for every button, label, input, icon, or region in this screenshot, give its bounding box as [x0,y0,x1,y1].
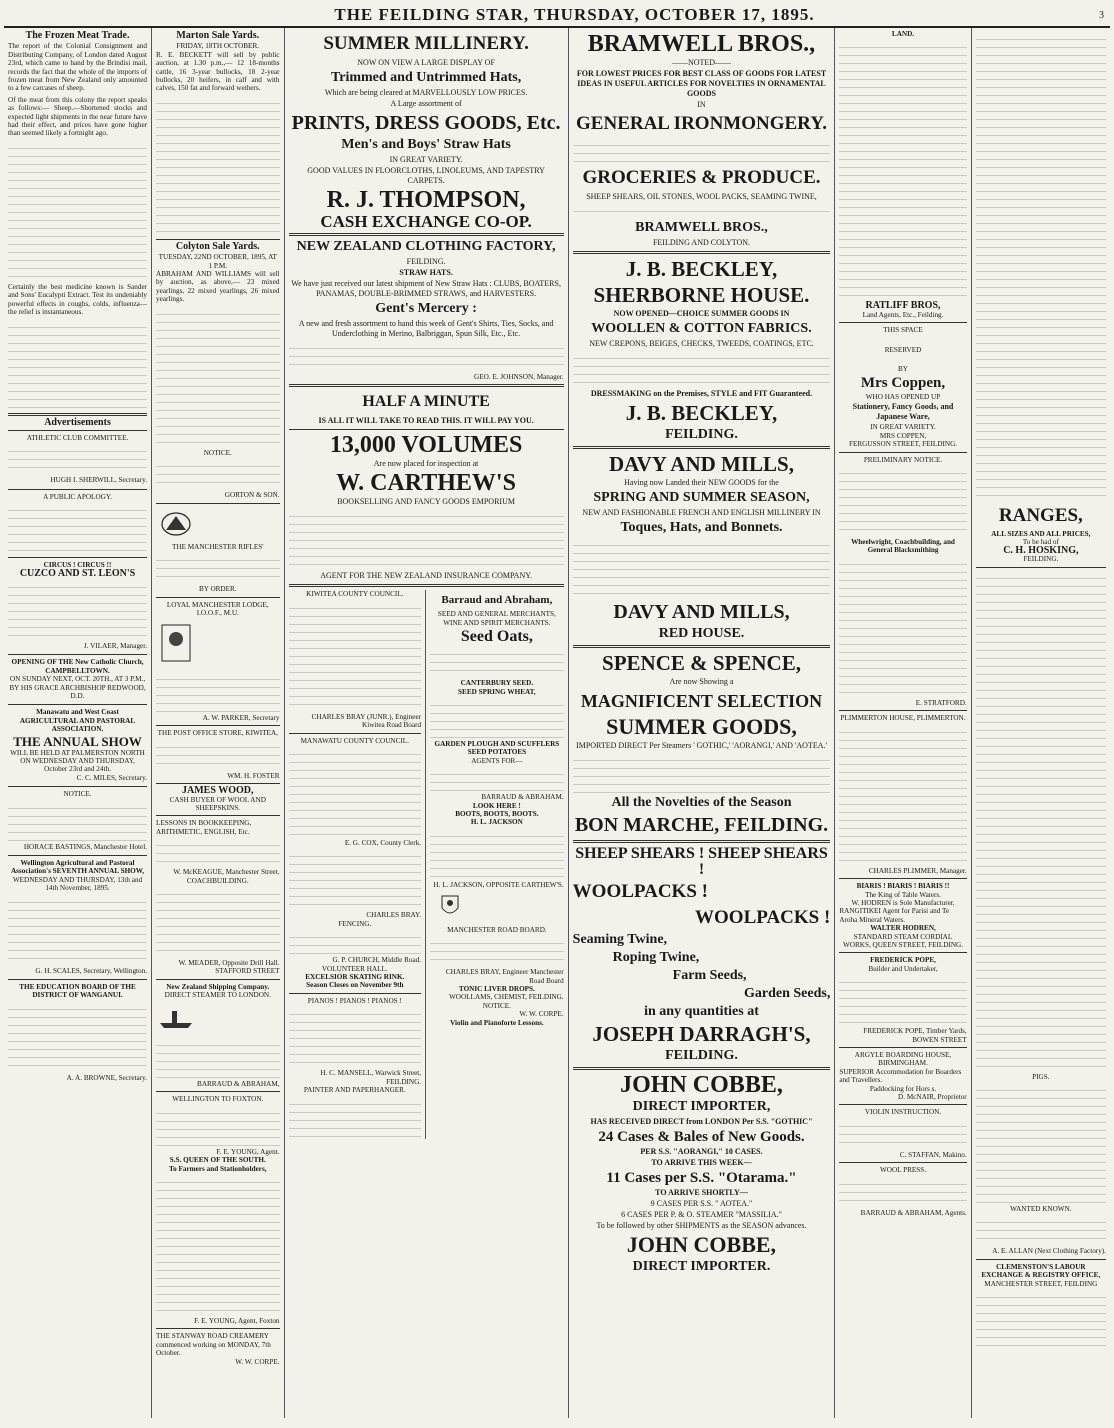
masthead [4,4,1110,28]
circus-ad: CIRCUS ! CIRCUS !! CUZCO AND ST. LEON'S J. VILAER, Manager. [8,561,147,650]
coat-of-arms-icon [430,892,470,920]
wanted-ads [976,32,1106,502]
steamship-icon [156,1003,196,1031]
column-4: BRAMWELL BROS., ——NOTED—— FOR LOWEST PRICES FOR BEST CLASS OF GOODS FOR LATEST IDEAS IN USEFUL ARTICLES FOR NOVELTIES IN ORNAMENTAL GOODS IN GENERAL IRONMONGERY. GROCERIES & PRODUCE. SHEEP SHEARS, OIL STONES, WOOL PACKS, SEAMING TWINE, BRAMWELL BROS., FEILDING AND COLYTON. J. B. BECKLEY, SHERBORNE HOUSE. NOW OPENED—CHOICE SUMMER GOODS IN WOOLLEN & COTTON FABRICS. NEW CREPONS, BEIGES, CHECKS, TWEEDS, COATINGS, ETC. DRESSMAKING on the Premises, STYLE and FIT Guaranteed. J. B. BECKLEY, FEILDING. DAVY AND MILLS, Having now Landed their NEW GOODS for the SPRING AND SUMMER SEASON, NEW AND FASHIONABLE FRENCH AND ENGLISH MILLINERY IN Toques, Hats, and Bonnets. DAVY AND MILLS, RED HOUSE. SPENCE & SPENCE, Are now Showing a MAGNIFICENT SELECTION SUMMER GOODS, IMPORTED DIRECT Per Steamers ' GOTHIC,' 'AORANGI,' AND 'AOTEA.' All the Novelties of the Season BON MARCHE, FEILDING. SHEEP SHEARS ! SHEEP SHEARS ! WOOLPACKS ! WOOLPACKS ! Seaming Twine, Roping Twine, Farm Seeds, Garden Seeds, in any quantities at JOSEPH DARRAGH'S, FEILDING. JOHN COBBE, DIRECT IMPORTER, HAS RECEIVED DIRECT from LONDON Per S.S. "GOTHIC" 24 Cases & Bales of New Goods. PER S.S. "AORANGI," 10 CASES. TO ARRIVE THIS WEEK— 11 Cases per S.S. "Otarama." TO ARRIVE SHORTLY— 9 CASES PER S.S. " AOTEA." 6 CASES PER P. & O. STEAMER "MASSILIA." To be followed by other SHIPMENTS as the SEASON advances. JOHN COBBE, DIRECT IMPORTER. [569,28,836,1418]
summer-millinery-heading: SUMMER MILLINERY. [323,33,529,54]
text-block [8,320,147,410]
notice-ad: NOTICE. HORACE BASTINGS, Manchester Hotel. [8,790,147,851]
column-3: SUMMER MILLINERY. NOW ON VIEW A LARGE DISPLAY OF Trimmed and Untrimmed Hats, Which are being cleared at MARVELLOUSLY LOW PRICES. A Large assortment of PRINTS, DRESS GOODS, Etc. Men's and Boys' Straw Hats IN GREAT VARIETY. GOOD VALUES IN FLOORCLOTHS, LINOLEUMS, AND TAPESTRY CARPETS. R. J. THOMPSON, CASH EXCHANGE CO-OP. NEW ZEALAND CLOTHING FACTORY, FEILDING. STRAW HATS. We have just received our latest shipment of New Straw Hats : CLUBS, BOATERS, PANAMAS, DOUBLE-BRIMMED STRAWS, and HARVESTERS. Gent's Mercery : A new and fresh assortment to hand this week of Gent's Shirts, Ties, Socks, and Underclothing in Merino, Balbriggan, Spun Silk, Etc., Etc. GEO. E. JOHNSON, Manager. HALF A MINUTE IS ALL IT WILL TAKE TO READ THIS. IT WILL PAY YOU. 13,000 VOLUMES Are now placed for inspection at W. CARTHEW'S BOOKSELLING AND FANCY GOODS EMPORIUM AGENT FOR THE NEW ZEALAND INSURANCE COMPANY. KIWITEA COUNTY COUNCIL. CHARLES BRAY (JUNR.), Engineer Kiwitea Road Board MANAWATU COUNTY COUNCIL. E. G. COX, County Clerk. CHARLES BRAY. FENCING. G. P. CHURCH, Middle Road. VOLUNTEER HALL. EXCELSIOR SKATING RINK. Season Closes on November 9th PIANOS ! PIANOS ! PIANOS ! H. C. MANSELL, Warwick Street, FEILDING. PAINTER AND PAPERHANGER. Barraud and Abraham, SEED AND GENERAL MERCHANTS, WINE AND SPIRIT MERCHANTS. Seed Oats, CANTERBURY SEED. SEED SPRING WHEAT, GARDEN PLOUGH AND SCUFFLERS SEED POTATOES AGENTS FOR— BARRAUD & ABRAHAM. LOOK HERE ! BOOTS, BOOTS, BOOTS. H. L. JACKSON H. L. JACKSON, OPPOSITE CARTHEW'S. MANCHESTER ROAD BOARD. CHARLES BRAY, Engineer Manchester Road Board TONIC LIVER DROPS. WOOLLAMS, CHEMIST, FEILDING. NOTICE. W. W. CORPE. Violin and Pianoforte Lessons. [285,28,569,1418]
columns [4,28,1110,1418]
wellington-show-ad: Wellington Agricultural and Pastoral Association's SEVENTH ANNUAL SHOW, WEDNESDAY AND THURSDAY, 13th and 14th November, 1895. G. H. SCALES, Secretary, Wellington. [8,859,147,975]
crest-icon [156,510,196,538]
frozen-meat-body: Of the meat from this colony the report speaks as follows:— Sheep.—Shortened stocks and expected light shipments in the near future have had their effect, and prices have gone higher than seemed likely a fortnight ago. [8,95,148,138]
column-7: RANGES, ALL SIZES AND ALL PRICES, To be had of C. H. HOSKING, FEILDING. PIGS. WANTED KNOWN. A. E. ALLAN (Next Clothing Factory). CLEMENSTON'S LABOUR EXCHANGE & REGISTRY OFFICE, MANCHESTER STREET, FEILDING [972,28,1110,1418]
advertisements-heading: Advertisements [44,416,111,428]
eucalypti-paragraph: Certainly the best medicine known is Sander and Sons' Eucalypti Extract. Test its undeniably powerful effects in coughs, colds, influenza—the relief is instantaneous. [8,282,148,317]
lodge-emblem-icon [156,621,196,665]
education-board-ad: THE EDUCATION BOARD OF THE DISTRICT OF WANGANUI. A. A. BROWNE, Secretary. [8,983,147,1082]
column-6: LAND. RATLIFF BROS, Land Agents, Etc., Feilding. THIS SPACE RESERVED BY Mrs Coppen, WHO HAS OPENED UP Stationery, Fancy Goods, and Japanese Ware, IN GREAT VARIETY. MRS COPPEN, FERGUSSON STREET, FEILDING. PRELIMINARY NOTICE. Wheelwright, Coachbuilding, and General Blacksmithing E. STRATFORD. PLIMMERTON HOUSE, PLIMMERTON. CHARLES PLIMMER, Manager. BIARIS ! BIARIS ! BIARIS !! The King of Table Waters. W. HODREN is Sole Manufacturer. RANGITIKEI Agent for Parisi and Te Aroha Mineral Waters. WALTER HODREN, STANDARD STEAM CORDIAL WORKS, QUEEN STREET, FEILDING. FREDERICK POPE, Builder and Undertaker, FREDERICK POPE, Timber Yards, BOWEN STREET ARGYLE BOARDING HOUSE, BIRMINGHAM. SUPERIOR Accommodation for Boarders and Travellers. Paddocking for Hors s. D. McNAIR, Proprietor VIOLIN INSTRUCTION. C. STAFFAN, Makino. WOOL PRESS. BARRAUD & ABRAHAM, Agents. [835,28,971,1418]
column-1 [4,28,152,1418]
newspaper-page [4,4,1110,1420]
annual-show-ad: Manawatu and West Coast AGRICULTURAL AND PASTORAL ASSOCIATION. THE ANNUAL SHOW WILL BE HELD AT PALMERSTON NORTH ON WEDNESDAY AND THURSDAY, October 23rd and 24th. C. C. MILES, Secretary. [10,708,148,782]
column-3-split: KIWITEA COUNTY COUNCIL. CHARLES BRAY (JUNR.), Engineer Kiwitea Road Board MANAWATU COUNTY COUNCIL. E. G. COX, County Clerk. CHARLES BRAY. FENCING. G. P. CHURCH, Middle Road. VOLUNTEER HALL. EXCELSIOR SKATING RINK. Season Closes on November 9th PIANOS ! PIANOS ! PIANOS ! H. C. MANSELL, Warwick Street, FEILDING. PAINTER AND PAPERHANGER. Barraud and Abraham, SEED AND GENERAL MERCHANTS, WINE AND SPIRIT MERCHANTS. Seed Oats, CANTERBURY SEED. SEED SPRING WHEAT, GARDEN PLOUGH AND SCUFFLERS SEED POTATOES AGENTS FOR— BARRAUD & ABRAHAM. LOOK HERE ! BOOTS, BOOTS, BOOTS. H. L. JACKSON H. L. JACKSON, OPPOSITE CARTHEW'S. MANCHESTER ROAD BOARD. CHARLES BRAY, Engineer Manchester Road Board TONIC LIVER DROPS. WOOLLAMS, CHEMIST, FEILDING. NOTICE. W. W. CORPE. Violin and Pianoforte Lessons. [289,590,564,1138]
column-2: Marton Sale Yards. FRIDAY, 18TH OCTOBER. R. E. BECKETT will sell by public auction, at 1.30 p.m.,— 12 18-months cattle, 16 3-year bullocks, 18 2-year bullocks, 20 heifers, in calf and with calves, 150 fat and forward wethers. Colyton Sale Yards. TUESDAY, 22ND OCTOBER, 1895, AT 1 P.M. ABRAHAM AND WILLIAMS will sell by auction, as above,— 23 mixed yearlings, 22 mixed yearlings, 26 mixed yearlings. NOTICE. GORTON & SON. THE MANCHESTER RIFLES' BY ORDER. LOYAL MANCHESTER LODGE, I.O.O.F., M.U. A. W. PARKER, Secretary THE POST OFFICE STORE, KIWITEA, WM. H. FOSTER JAMES WOOD, CASH BUYER OF WOOL AND SHEEPSKINS. LESSONS IN BOOKKEEPING, ARITHMETIC, ENGLISH, Etc. W. McKEAGUE, Manchester Street. COACHBUILDING. W. MEADER, Opposite Drill Hall. STAFFORD STREET New Zealand Shipping Company. DIRECT STEAMER TO LONDON. BARRAUD & ABRAHAM, WELLINGTON TO FOXTON. F. E. YOUNG, Agent. S.S. QUEEN OF THE SOUTH. To Farmers and Stationholders, F. E. YOUNG, Agent, Foxton THE STANWAY ROAD CREAMERY commenced working on MONDAY, 7th October. W. W. CORPE. [152,28,284,1418]
colyton-sale-title: Colyton Sale Yards. [175,240,260,252]
apology-ad: A PUBLIC APOLOGY. [8,493,147,553]
athletic-ad: ATHLETIC CLUB COMMITTEE. HUGH I. SHERWILL, Secretary. [8,434,147,485]
catholic-church-ad: OPENING OF THE New Catholic Church, CAMPBELLTOWN. ON SUNDAY NEXT, OCT. 20TH., AT 3 P.M., BY HIS GRACE ARCHBISHOP REDWOOD, D.D. [9,658,146,700]
masthead-title: THE FEILDING STAR, THURSDAY, OCTOBER 17, 1895. [334,5,815,24]
page-number: 3 [1099,9,1104,21]
marton-sale-title: Marton Sale Yards. [176,30,260,41]
text-block [8,141,147,281]
frozen-meat-heading: The Frozen Meat Trade. [25,30,130,41]
frozen-meat-intro: The report of the Colonial Consignment and Distributing Company, of London dated August 23rd, which came to hand by the Brindisi mail, records the fact that the whole of the imports of frozen meat from New Zealand only amounted to a few carcases of sheep. [8,42,148,93]
